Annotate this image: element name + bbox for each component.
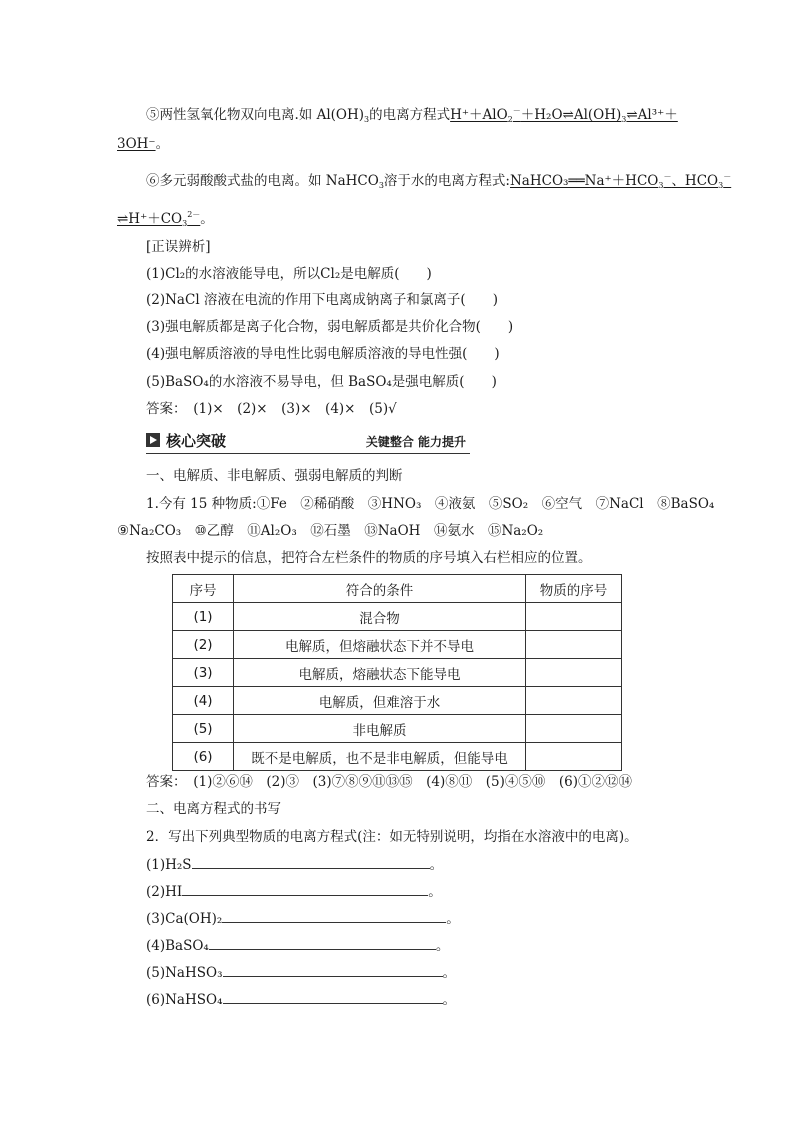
analysis-item: (4)强电解质溶液的导电性比弱电解质溶液的导电性强( ) [146,346,500,362]
row-number: (4) [173,687,234,715]
equation-item [146,908,460,929]
sup: － [512,106,521,115]
period: 。 [446,911,460,927]
item6-eq-cont [117,211,200,227]
answer-cell[interactable] [526,603,622,631]
analysis-item: (5)BaSO₄的水溶液不易导电，但 BaSO₄是强电解质( ) [146,374,497,390]
part1-answer: 答案： (1)②⑥⑭ (2)③ (3)⑦⑧⑨⑪⑬⑮ (4)⑧⑪ (5)④⑤⑩ (6)①②⑫⑭ [146,774,632,790]
eq-part: H⁺＋AlO [450,107,508,123]
analysis-item: (2)NaCl 溶液在电流的作用下电离成钠离子和氯离子( ) [146,292,498,308]
eq-part: ＋H₂O⇌Al(OH) [520,107,622,123]
item6-text2: 溶于水的电离方程式: [383,173,510,189]
sub: 3 [718,181,724,190]
sub: 2 [507,115,513,124]
row-number: (3) [173,659,234,687]
period: 。 [428,884,442,900]
sup: － [723,172,732,181]
q1-line2: ⑨Na₂CO₃ ⑩乙醇 ⑪Al₂O₃ ⑫石墨 ⑬NaOH ⑭氨水 ⑮Na₂O₂ [117,523,544,539]
item-label: (4)BaSO₄ [146,938,209,954]
table-row [173,603,622,631]
answer-cell[interactable] [526,631,622,659]
row-number: (1) [173,603,234,631]
conditions-table [172,574,622,771]
answer-cell[interactable] [526,659,622,687]
eq-part: ⇌H⁺＋CO [117,211,183,227]
answer-blank[interactable] [192,854,430,869]
sub: 3 [182,219,188,228]
answer-blank[interactable] [209,935,436,950]
analysis-answer: 答案： (1)× (2)× (3)× (4)× (5)√ [146,401,397,417]
equation-item [146,935,449,956]
answer-cell[interactable] [526,715,622,743]
answer-blank[interactable] [223,962,443,977]
table-row [173,631,622,659]
eq-part: NaHCO₃══Na⁺＋HCO [509,173,659,189]
row-number: (6) [173,743,234,771]
item6-text: ⑥多元弱酸酸式盐的电离。如 NaHCO [146,173,379,189]
item6-line1 [146,167,731,196]
table-row [173,687,622,715]
analysis-item: (1)Cl₂的水溶液能导电，所以Cl₂是电解质( ) [146,266,432,282]
equation-item [146,989,456,1010]
play-triangle-icon [146,433,160,447]
item5-text: ⑤两性氢氧化物双向电离.如 Al(OH) [146,107,365,123]
q1-instruction: 按照表中提示的信息，把符合左栏条件的物质的序号填入右栏相应的位置。 [146,550,592,566]
sup: 2－ [187,210,201,219]
item-label: (6)NaHSO₄ [146,992,223,1008]
item5-equation [450,107,678,123]
section-title: 核心突破 [166,432,227,450]
header-cell: 物质的序号 [526,575,622,603]
item6-equation [510,173,731,189]
sub: 3 [621,115,627,124]
table-row [173,743,622,771]
row-number: (2) [173,631,234,659]
item-label: (2)HI [146,884,183,900]
equation-item [146,854,443,875]
q1-line1: 1.今有 15 种物质:①Fe ②稀硝酸 ③HNO₃ ④液氨 ⑤SO₂ ⑥空气 ⑦NaCl ⑧BaSO₄ [146,496,715,512]
table-row [173,715,622,743]
answer-cell[interactable] [526,687,622,715]
item-label: (1)H₂S [146,857,192,873]
item-label: (3)Ca(OH)₂ [146,911,223,927]
condition-cell: 电解质，但难溶于水 [234,687,526,715]
part2-heading: 二、电离方程式的书写 [146,801,281,817]
equation-item [146,962,456,983]
period: 。 [155,136,170,152]
item5-text2: 的电离方程式 [369,107,451,123]
header-cell: 符合的条件 [234,575,526,603]
sup: － [663,172,672,181]
row-number: (5) [173,715,234,743]
item-label: (5)NaHSO₃ [146,965,223,981]
item6-line2 [117,205,214,234]
condition-cell: 电解质，熔融状态下能导电 [234,659,526,687]
table-header-row [173,575,622,603]
condition-cell: 非电解质 [234,715,526,743]
part1-heading: 一、电解质、非电解质、强弱电解质的判断 [146,468,403,484]
analysis-header: [正误辨析] [146,239,211,255]
sub: 3 [378,181,384,190]
period: 。 [442,992,456,1008]
period: 。 [429,857,444,873]
sub: 3 [364,115,370,124]
header-cell: 序号 [173,575,234,603]
answer-cell[interactable] [526,743,622,771]
answer-blank[interactable] [223,989,443,1004]
eq-part: 、HCO [671,173,719,189]
period: 。 [200,211,214,227]
answer-blank[interactable] [182,881,428,896]
q2-text: 2．写出下列典型物质的电离方程式(注：如无特别说明，均指在水溶液中的电离)。 [146,829,638,845]
item5-eq-cont: 3OH⁻ [117,136,156,152]
analysis-item: (3)强电解质都是离子化合物，弱电解质都是共价化合物( ) [146,319,514,335]
section-header [146,431,470,454]
period: 。 [442,965,456,981]
answer-blank[interactable] [222,908,446,923]
equation-item [146,881,442,902]
condition-cell: 混合物 [234,603,526,631]
table-row [173,659,622,687]
item5-line2 [117,134,169,154]
item5-line1 [146,101,678,130]
eq-part: ⇌Al³⁺＋ [626,107,678,123]
condition-cell: 既不是电解质，也不是非电解质，但能导电 [234,743,526,771]
sub: 3 [658,181,664,190]
condition-cell: 电解质，但熔融状态下并不导电 [234,631,526,659]
section-subtitle: 关键整合 能力提升 [365,435,466,449]
period: 。 [435,938,450,954]
